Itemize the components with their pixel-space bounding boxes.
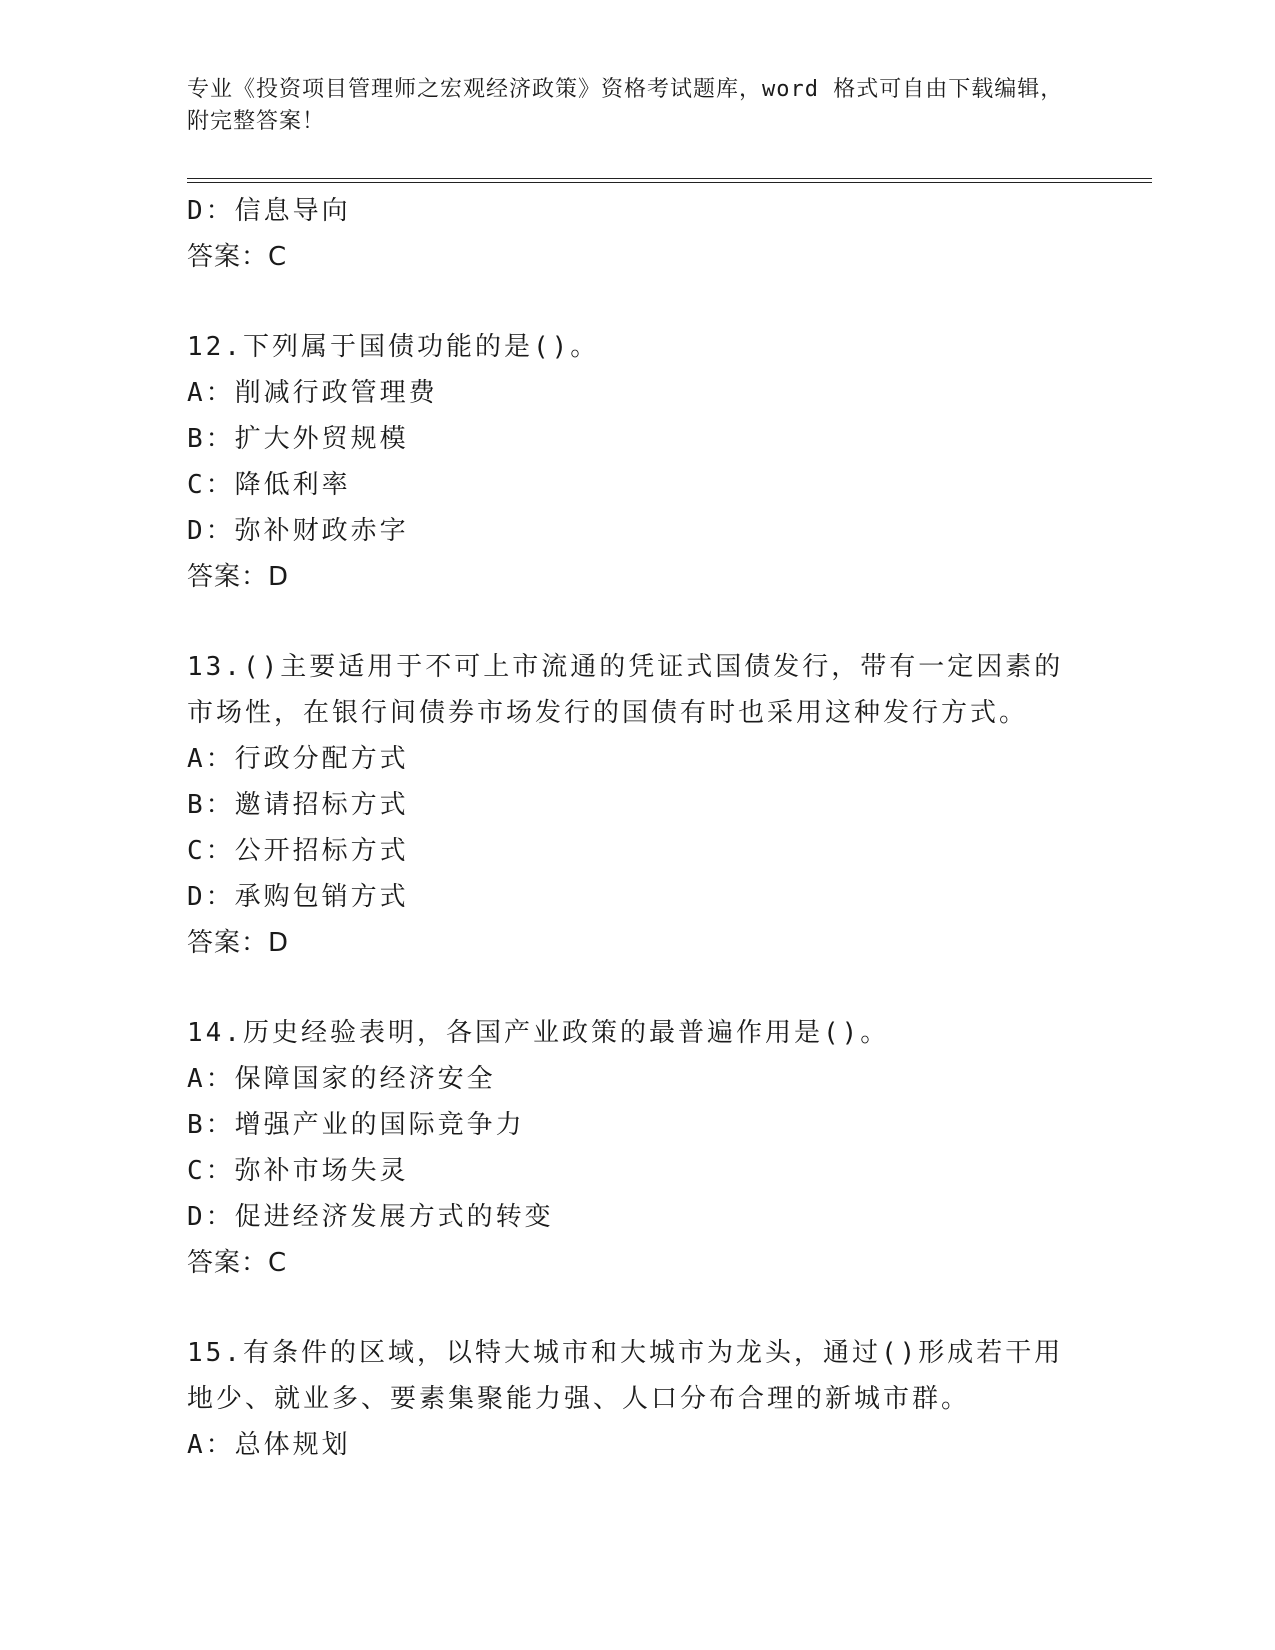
document-body [187, 188, 1087, 1468]
question-13-option-d: D：承购包销方式 [187, 882, 409, 912]
question-12-option-b: B：扩大外贸规模 [187, 424, 409, 454]
spacer [187, 1286, 1087, 1330]
spacer [187, 966, 1087, 1010]
question-14-answer: 答案：C [187, 1248, 288, 1278]
prev-option-d: D：信息导向 [187, 196, 351, 226]
document-header: 专业《投资项目管理师之宏观经济政策》资格考试题库，word 格式可自由下载编辑，附完整答案！ [187, 77, 1064, 134]
question-13-option-c: C：公开招标方式 [187, 836, 409, 866]
question-15-stem: 15.有条件的区域，以特大城市和大城市为龙头，通过()形成若干用地少、就业多、要素集聚能力强、人口分布合理的新城市群。 [187, 1338, 1064, 1414]
question-13-stem: 13.()主要适用于不可上市流通的凭证式国债发行，带有一定因素的市场性，在银行间债券市场发行的国债有时也采用这种发行方式。 [187, 652, 1064, 728]
question-14-stem: 14.历史经验表明，各国产业政策的最普遍作用是()。 [187, 1018, 890, 1048]
question-12-option-c: C：降低利率 [187, 470, 351, 500]
prev-answer: 答案：C [187, 242, 288, 272]
header-divider [187, 178, 1152, 183]
question-13-answer: 答案：D [187, 928, 290, 958]
spacer [187, 600, 1087, 644]
spacer [187, 280, 1087, 324]
question-12-option-d: D：弥补财政赤字 [187, 516, 409, 546]
question-14-option-c: C：弥补市场失灵 [187, 1156, 409, 1186]
question-14-option-b: B：增强产业的国际竞争力 [187, 1110, 525, 1140]
question-13-option-b: B：邀请招标方式 [187, 790, 409, 820]
question-14-option-d: D：促进经济发展方式的转变 [187, 1202, 554, 1232]
question-12-option-a: A：削减行政管理费 [187, 378, 438, 408]
question-14-option-a: A：保障国家的经济安全 [187, 1064, 496, 1094]
question-12-answer: 答案：D [187, 562, 290, 592]
question-13-option-a: A：行政分配方式 [187, 744, 409, 774]
question-12-stem: 12.下列属于国债功能的是()。 [187, 332, 600, 362]
question-15-option-a: A：总体规划 [187, 1430, 351, 1460]
